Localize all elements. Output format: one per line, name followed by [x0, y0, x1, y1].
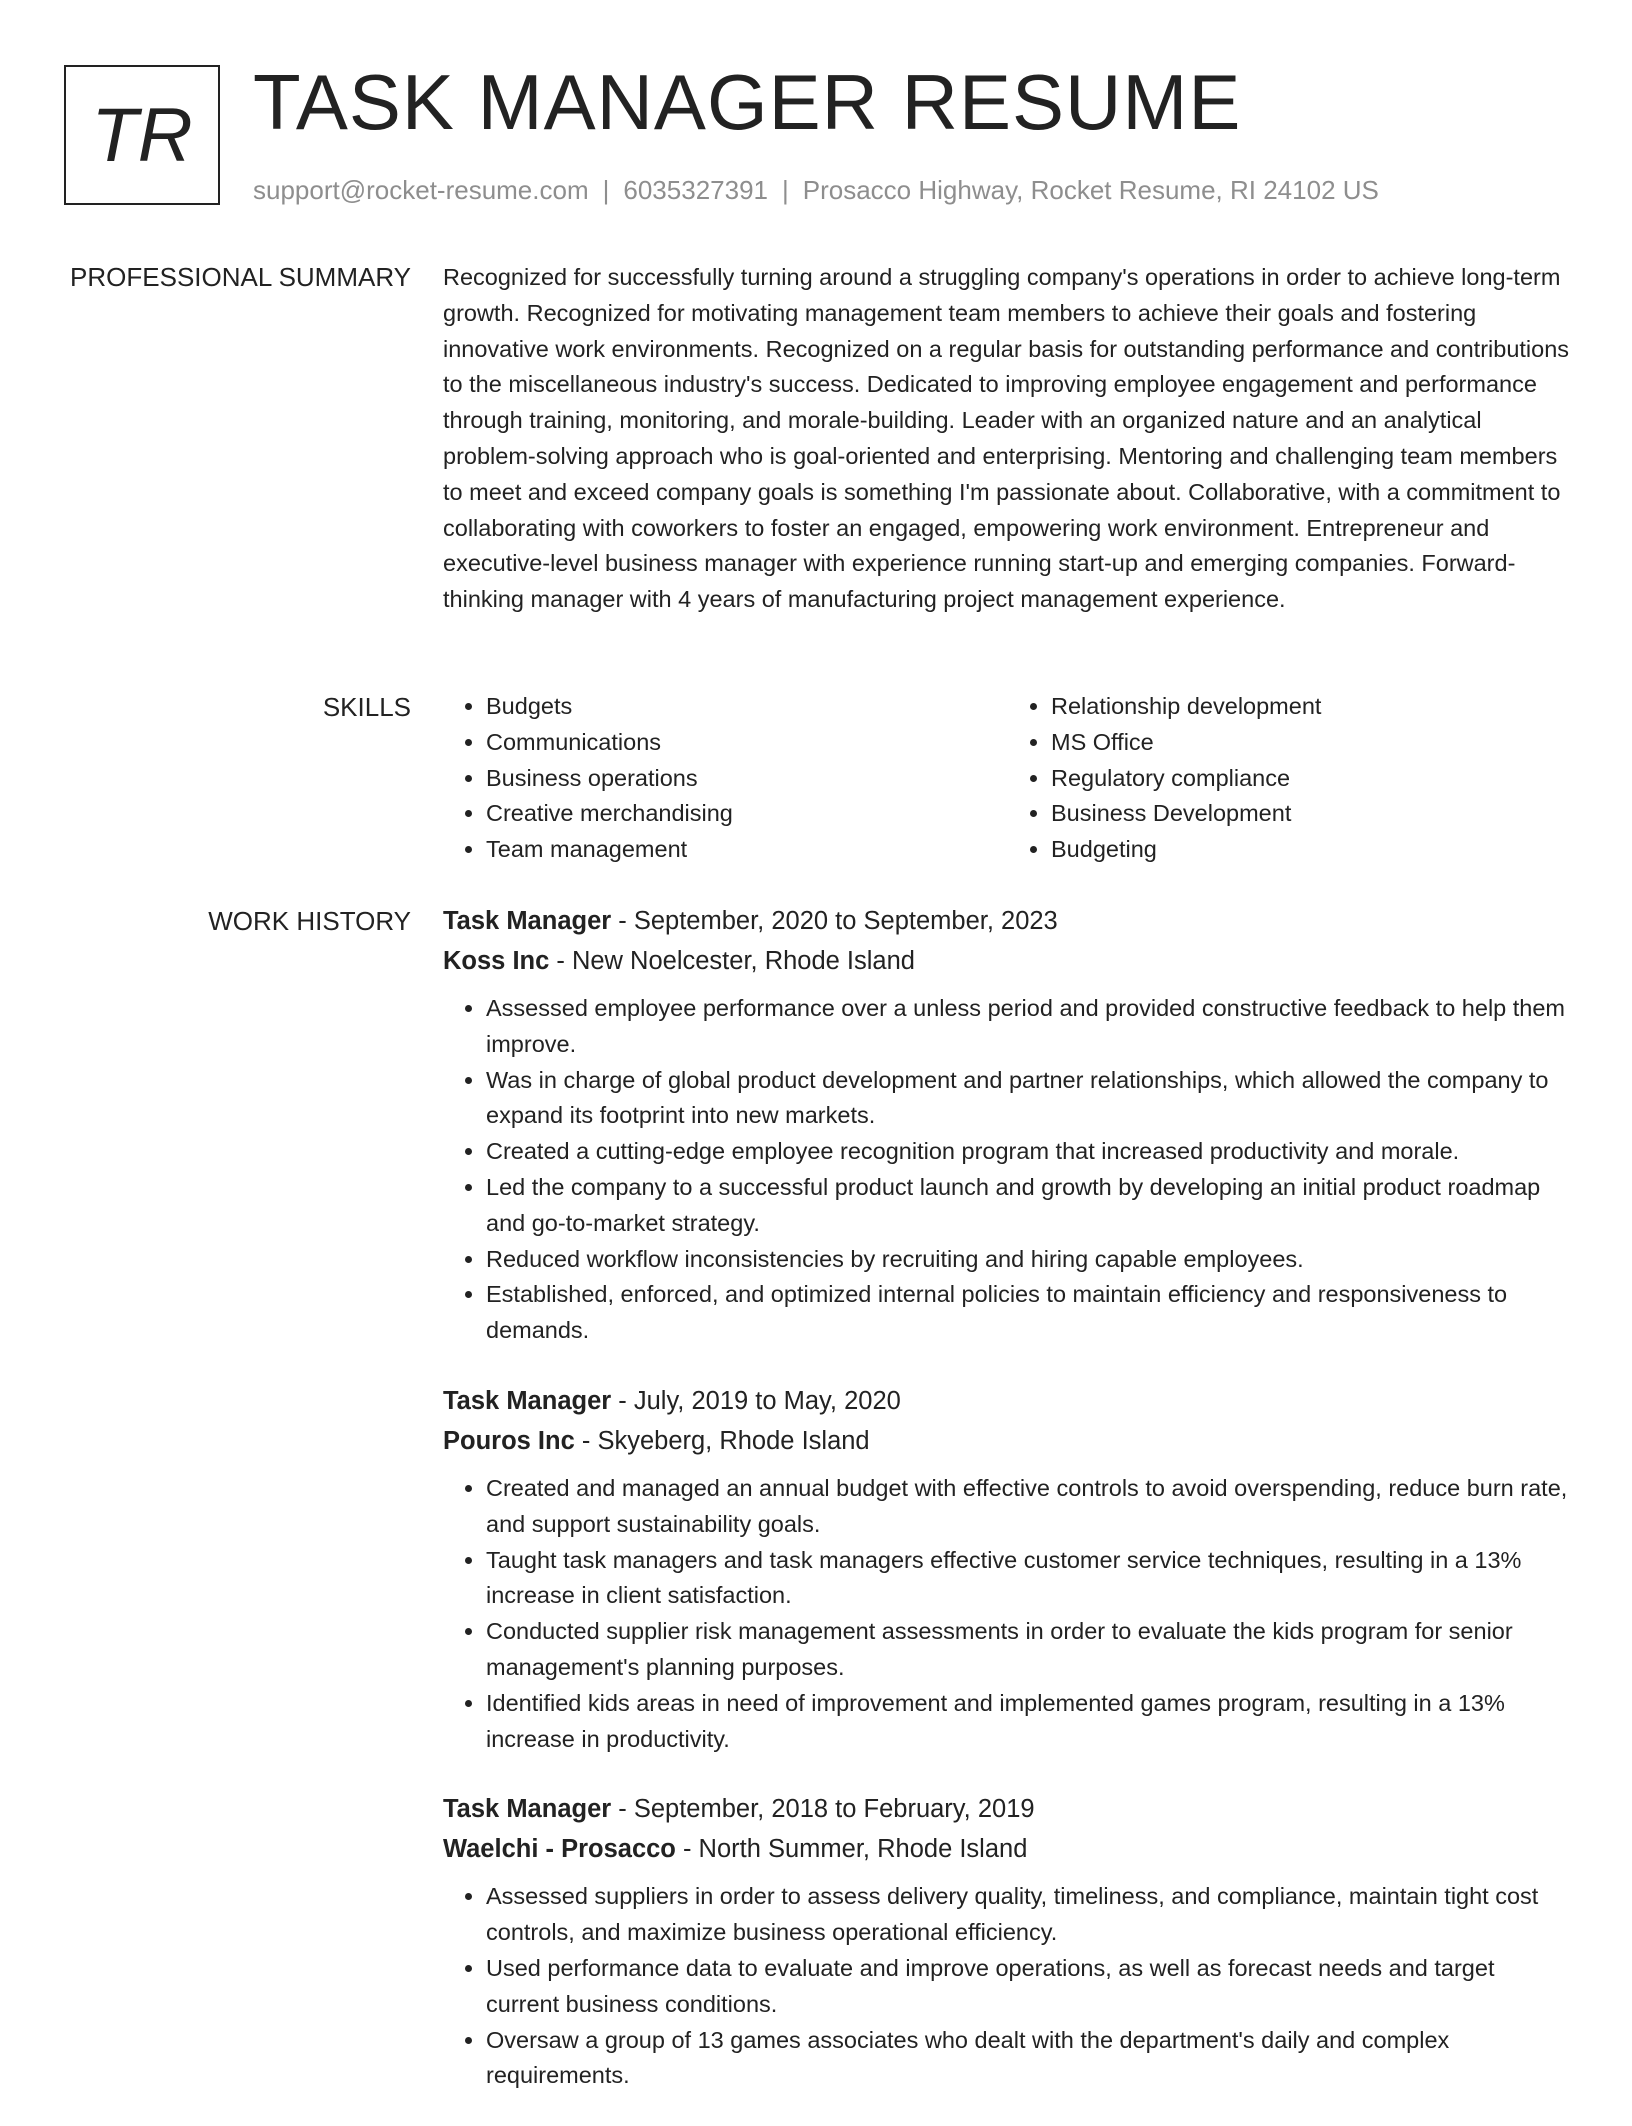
summary-section — [443, 260, 1573, 618]
skill-item: • Creative merchandising — [486, 796, 1008, 832]
job-entry — [443, 1789, 1573, 2094]
job-bullet: • Created and managed an annual budget with effective controls to avoid overspending, reduce burn rate, and support sustainability goals. — [486, 1471, 1573, 1543]
contact-address: Prosacco Highway, Rocket Resume, RI 24102 US — [802, 175, 1379, 205]
skill-item: • Relationship development — [1051, 689, 1573, 725]
job-role-line — [443, 901, 1573, 941]
job-bullet-list — [443, 991, 1573, 1349]
job-company-line — [443, 1421, 1573, 1461]
job-bullet: • Assessed employee performance over a unless period and provided constructive feedback to help them improve. — [486, 991, 1573, 1063]
job-company: Koss Inc — [443, 947, 550, 975]
job-bullet: • Oversaw a group of 13 games associates who dealt with the department's daily and complex requirements. — [486, 2023, 1573, 2095]
job-location: - New Noelcester, Rhode Island — [549, 947, 915, 975]
job-role: Task Manager — [443, 1795, 612, 1824]
job-role: Task Manager — [443, 907, 612, 935]
job-company-line — [443, 941, 1573, 981]
skill-item: • Communications — [486, 725, 1008, 761]
job-entry — [443, 1381, 1573, 1757]
job-role-line — [443, 1789, 1573, 1829]
contact-line — [253, 172, 1379, 208]
contact-phone: 6035327391 — [623, 175, 768, 205]
summary-label: PROFESSIONAL SUMMARY — [70, 262, 411, 292]
contact-separator: | — [602, 175, 610, 205]
job-dates: - July, 2019 to May, 2020 — [611, 1386, 901, 1415]
contact-separator: | — [782, 175, 789, 205]
job-dates: - September, 2018 to February, 2019 — [611, 1795, 1035, 1824]
skills-list-right — [1008, 689, 1573, 868]
job-bullet: • Was in charge of global product development and partner relationships, which allowed the company to expand its footprint into new markets. — [486, 1063, 1573, 1135]
job-bullet: • Conducted supplier risk management assessments in order to evaluate the kids program for senior management's planning purposes. — [486, 1614, 1573, 1686]
skills-section — [443, 689, 1573, 868]
work-history-section — [443, 901, 1573, 2126]
skill-item: • Regulatory compliance — [1051, 761, 1573, 797]
initials-monogram — [64, 65, 220, 205]
job-bullet: • Established, enforced, and optimized internal policies to maintain efficiency and responsiveness to demands. — [486, 1277, 1573, 1349]
contact-email: support@rocket-resume.com — [253, 175, 589, 205]
job-role: Task Manager — [443, 1386, 612, 1415]
skills-list-left — [443, 689, 1008, 868]
job-bullet: • Used performance data to evaluate and improve operations, as well as forecast needs and target current business conditions. — [486, 1951, 1573, 2023]
job-location: - Skyeberg, Rhode Island — [574, 1426, 870, 1455]
job-company: Pouros Inc — [443, 1426, 575, 1455]
skill-item: • MS Office — [1051, 725, 1573, 761]
skill-item: • Business Development — [1051, 796, 1573, 832]
initials-text: TR — [91, 92, 193, 178]
work-history-label: WORK HISTORY — [208, 906, 411, 936]
job-bullet: • Identified kids areas in need of improvement and implemented games program, resulting in a 13% increase in productivity. — [486, 1686, 1573, 1758]
skills-label: SKILLS — [322, 692, 411, 722]
job-bullet: • Taught task managers and task managers effective customer service techniques, resulting in a 13% increase in client satisfaction. — [486, 1543, 1573, 1615]
job-entry — [443, 901, 1573, 1349]
summary-text: Recognized for successfully turning around a struggling company's operations in order to achieve long-term growth. Recognized for motivating management team members to achieve their goals and fostering innovative work environments. Recognized on a regular basis for outstanding performance and contributions to the miscellaneous industry's success. Dedicated to improving employee engagement and performance through training, monitoring, and morale-building. Leader with an organized nature and an analytical problem-solving approach who is goal-oriented and enterprising. Mentoring and challenging team members to meet and exceed company goals is something I'm passionate about. Collaborative, with a commitment to collaborating with coworkers to foster an engaged, empowering work environment. Entrepreneur and executive-level business manager with experience running start-up and emerging companies. Forward-thinking manager with 4 years of manufacturing project management experience. — [443, 264, 1570, 613]
job-bullet-list — [443, 1879, 1573, 2094]
job-bullet: • Led the company to a successful product launch and growth by developing an initial product roadmap and go-to-market strategy. — [486, 1170, 1573, 1242]
job-location: - North Summer, Rhode Island — [675, 1835, 1028, 1864]
resume-title: TASK MANAGER RESUME — [253, 58, 1242, 146]
job-bullet: • Reduced workflow inconsistencies by recruiting and hiring capable employees. — [486, 1242, 1573, 1278]
skill-item: • Business operations — [486, 761, 1008, 797]
job-dates: - September, 2020 to September, 2023 — [611, 907, 1058, 935]
job-bullet: • Created a cutting-edge employee recognition program that increased productivity and morale. — [486, 1134, 1573, 1170]
skills-grid — [443, 689, 1573, 868]
skill-item: • Budgets — [486, 689, 1008, 725]
job-bullet: • Assessed suppliers in order to assess delivery quality, timeliness, and compliance, maintain tight cost controls, and maximize business operational efficiency. — [486, 1879, 1573, 1951]
skill-item: • Team management — [486, 832, 1008, 868]
skill-item: • Budgeting — [1051, 832, 1573, 868]
job-bullet-list — [443, 1471, 1573, 1757]
job-company-line — [443, 1829, 1573, 1869]
job-role-line — [443, 1381, 1573, 1421]
job-company: Waelchi - Prosacco — [443, 1835, 676, 1864]
